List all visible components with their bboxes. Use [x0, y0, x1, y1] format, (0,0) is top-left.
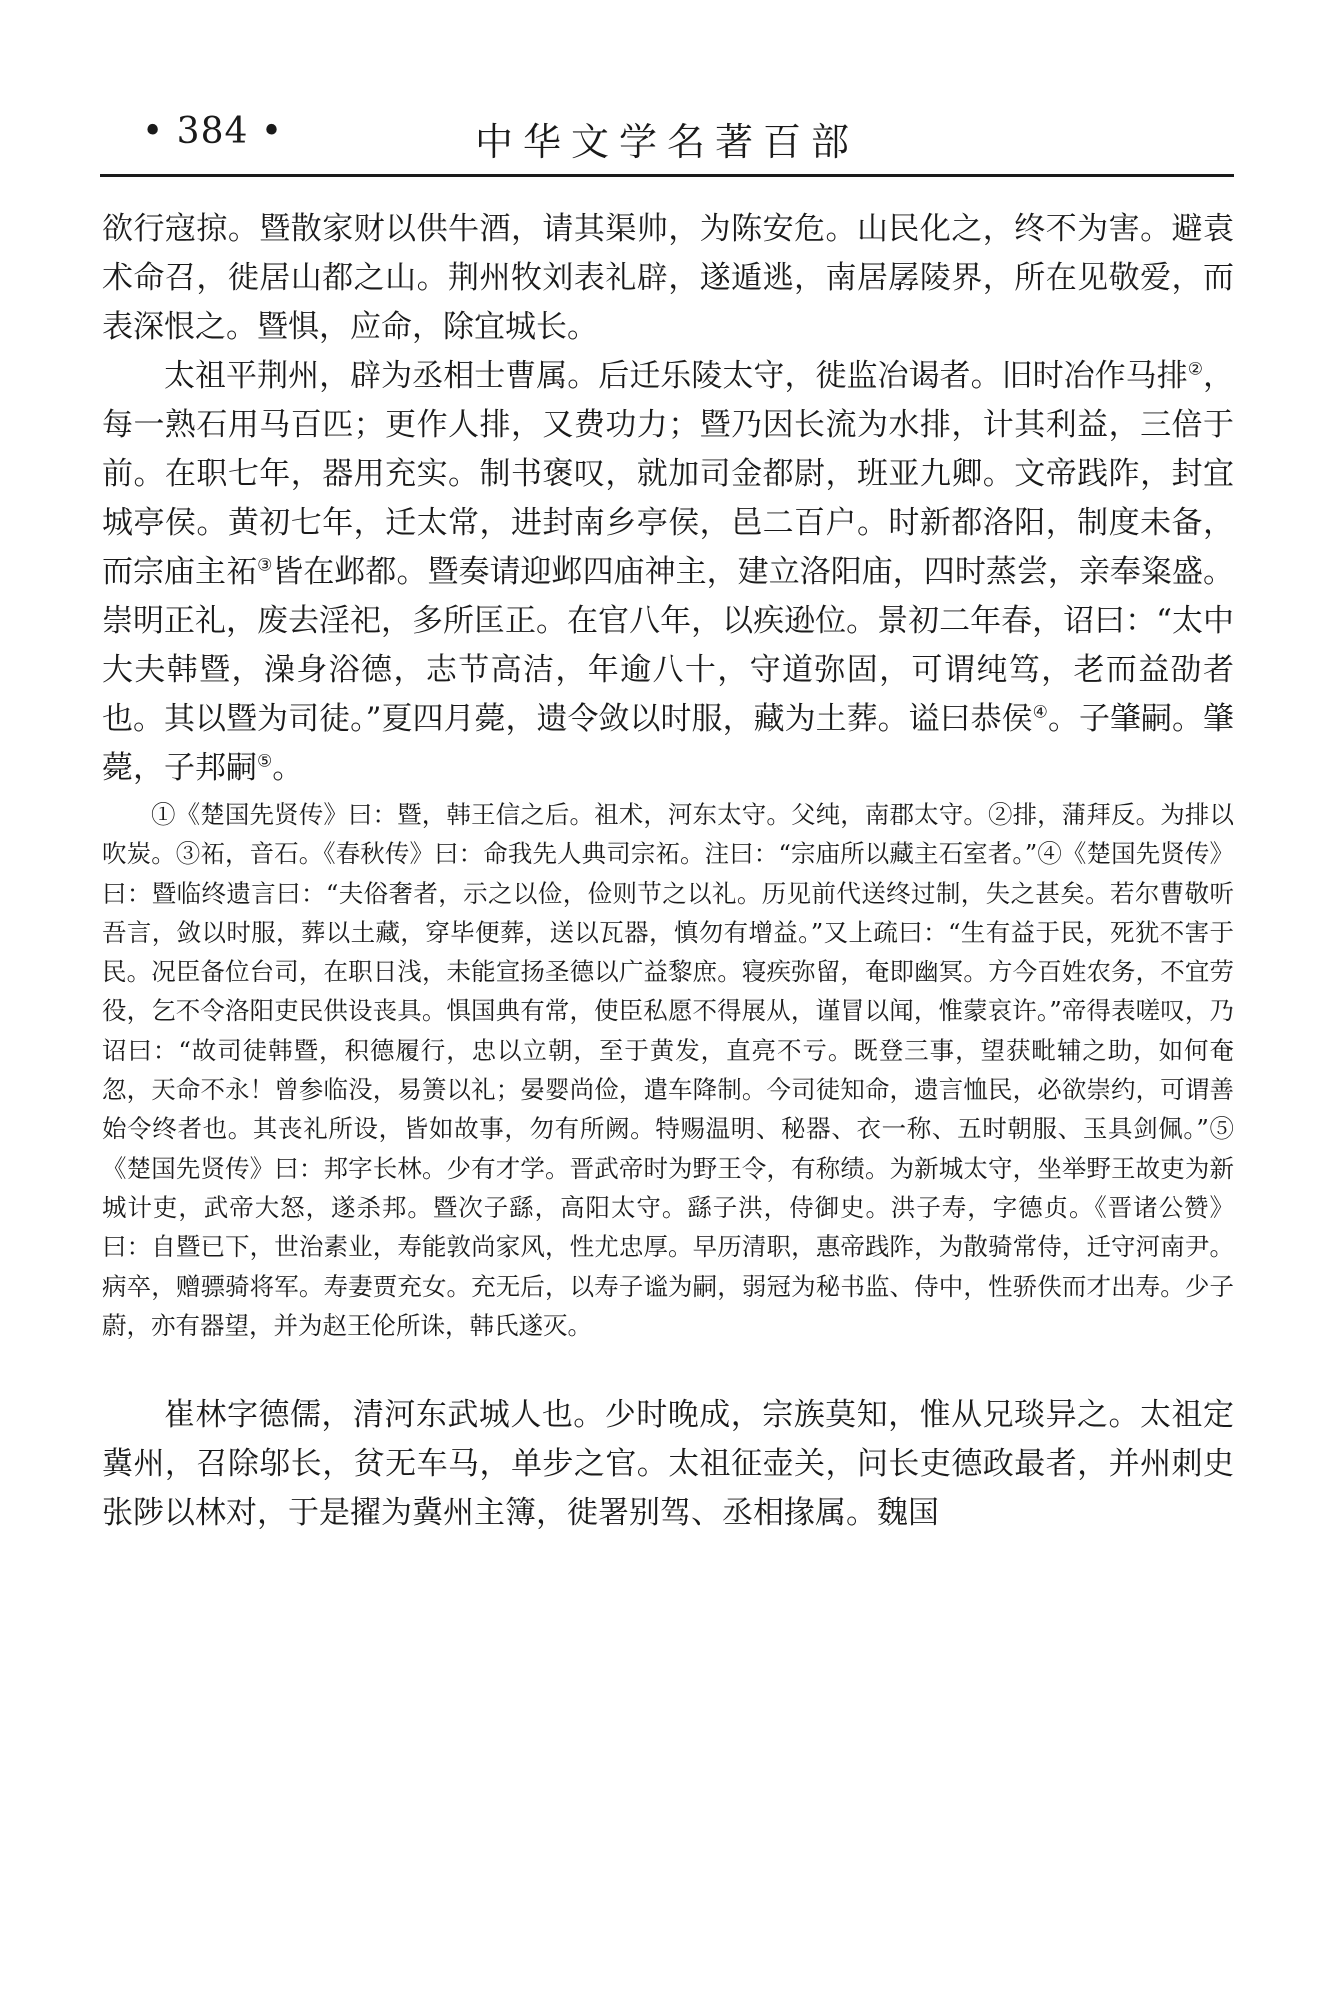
page-number: • 384 •: [142, 111, 284, 152]
text-run: ，每一熟石用马百匹；更作人排，又费功力；暨乃因长流为水排，计其利益，三倍于前。在职七年，器用充实。制书褒叹，就加司金都尉，班亚九卿。文帝践阼，封宜城亭侯。黄初七年，迁太常，进封南乡亭侯，邑二百户。时新都洛阳，制度未备，而宗庙主祏: [102, 358, 1234, 590]
text-run: 太祖平荆州，辟为丞相士曹属。后迁乐陵太守，徙监冶谒者。旧时冶作马排: [164, 358, 1188, 394]
running-title: 中华文学名著百部: [474, 120, 859, 164]
footnote-ref-3: ③: [257, 555, 273, 576]
page-header: [100, 105, 1234, 165]
text-run: 。: [272, 750, 304, 786]
footnote-ref-2: ②: [1187, 359, 1203, 380]
section-gap: [102, 1345, 1234, 1391]
paragraph-continued: 欲行寇掠。暨散家财以供牛酒，请其渠帅，为陈安危。山民化之，终不为害。避袁术命召，徙居山都之山。荆州牧刘表礼辟，遂遁逃，南居孱陵界，所在见敬爱，而表深恨之。暨惧，应命，除宜城长。: [102, 211, 1234, 345]
paragraph-cui-lin: 崔林字德儒，清河东武城人也。少时晚成，宗族莫知，惟从兄琰异之。太祖定冀州，召除邬长，贫无车马，单步之官。太祖征壶关，问长吏德政最者，并州刺史张陟以林对，于是擢为冀州主簿，徙署别驾、丞相掾属。魏国: [102, 1397, 1234, 1532]
page-body: [102, 205, 1234, 1538]
text-run: 皆在邺都。暨奏请迎邺四庙神主，建立洛阳庙，四时蒸尝，亲奉粢盛。崇明正礼，废去淫祀，多所匡正。在官八年，以疾逊位。景初二年春，诏曰：“太中大夫韩暨，澡身浴德，志节高洁，年逾八十，守道弥固，可谓纯笃，老而益劭者也。其以暨为司徒。”夏四月薨，遗令敛以时服，藏为土葬。谥曰恭侯: [102, 554, 1234, 737]
header-rule: [100, 174, 1234, 177]
text-run: 。子肇嗣。肇薨，子邦嗣: [102, 701, 1234, 786]
annotation-notes: ①《楚国先贤传》曰：暨，韩王信之后。祖术，河东太守。父纯，南郡太守。②排，蒲拜反。为排以吹炭。③祏，音石。《春秋传》曰：命我先人典司宗祏。注曰：“宗庙所以藏主石室者。”④《楚国先贤传》曰：暨临终遗言曰：“夫俗奢者，示之以俭，俭则节之以礼。历见前代送终过制，失之甚矣。若尔曹敬听吾言，敛以时服，葬以土藏，穿毕便葬，送以瓦器，慎勿有增益。”又上疏曰：“生有益于民，死犹不害于民。况臣备位台司，在职日浅，未能宣扬圣德以广益黎庶。寝疾弥留，奄即幽冥。方今百姓农务，不宜劳役，乞不令洛阳吏民供设丧具。惧国典有常，使臣私愿不得展从，谨冒以闻，惟蒙哀许。”帝得表嗟叹，乃诏曰：“故司徒韩暨，积德履行，忠以立朝，至于黄发，直亮不亏。既登三事，望获毗辅之助，如何奄忽，天命不永！曾参临没，易箦以礼；晏婴尚俭，遣车降制。今司徒知命，遗言恤民，必欲崇约，可谓善始令终者也。其丧礼所设，皆如故事，勿有所阙。特赐温明、秘器、衣一称、五时朝服、玉具剑佩。”⑤《楚国先贤传》曰：邦字长林。少有才学。晋武帝时为野王令，有称绩。为新城太守，坐举野王故吏为新城计吏，武帝大怒，遂杀邦。暨次子繇，高阳太守。繇子洪，侍御史。洪子寿，字德贞。《晋诸公赞》曰：自暨已下，世治素业，寿能敦尚家风，性尤忠厚。早历清职，惠帝践阼，为散骑常侍，迁守河南尹。病卒，赠骠骑将军。寿妻贾充女。充无后，以寿子谧为嗣，弱冠为秘书监、侍中，性骄佚而才出寿。少子蔚，亦有器望，并为赵王伦所诛，韩氏遂灭。: [102, 800, 1234, 1340]
footnote-ref-5: ⑤: [257, 751, 273, 772]
footnote-ref-4: ④: [1032, 702, 1048, 723]
paragraph-han-ji: [102, 352, 1234, 793]
